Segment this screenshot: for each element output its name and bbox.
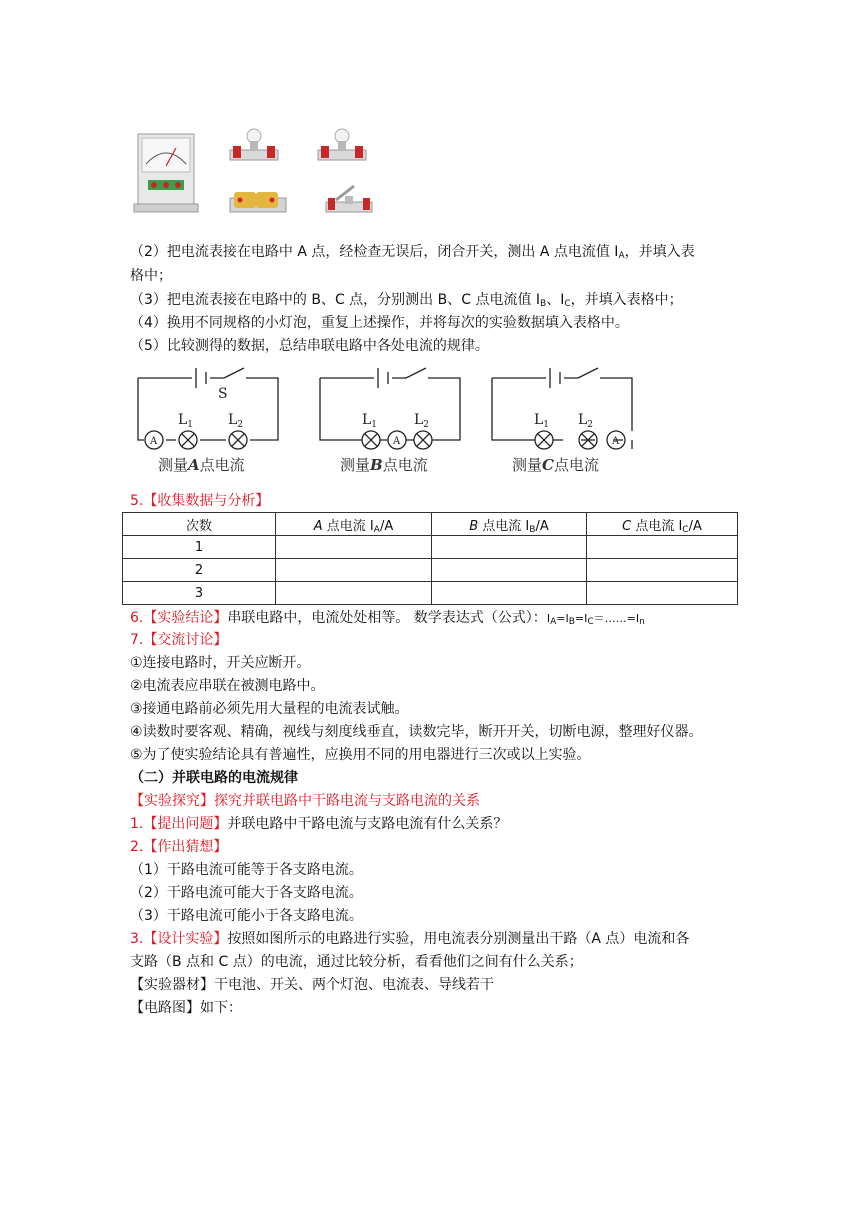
cell-a[interactable] <box>276 582 432 605</box>
table-row <box>123 582 738 605</box>
l1-label: $L_1$ <box>362 412 378 430</box>
row-number: 1 <box>123 536 276 559</box>
guess-item: （2）干路电流可能大于各支路电流。 <box>130 885 363 901</box>
header-c: C 点电流 $I_C/A$ <box>587 513 738 536</box>
bulb-photo <box>318 129 366 160</box>
switch-label: S <box>218 386 228 402</box>
cell-c[interactable] <box>587 559 738 582</box>
l2-label: $L_2$ <box>228 412 244 430</box>
discussion-item: ②电流表应串联在被测电路中。 <box>130 678 325 694</box>
caption-c: 测量C点电流 <box>512 456 599 474</box>
ammeter-label: A <box>150 436 158 447</box>
bulb-photo <box>230 129 278 160</box>
battery-photo <box>230 192 286 212</box>
cell-c[interactable] <box>587 582 738 605</box>
l2-label: $L_2$ <box>578 412 594 430</box>
cell-a[interactable] <box>276 559 432 582</box>
discussion-item: ④读数时要客观、精确，视线与刻度线垂直，读数完毕，断开开关，切断电源，整理好仪器。 <box>130 724 703 740</box>
part-2-heading: （二）并联电路的电流规律 <box>130 770 298 786</box>
discussion-item: ③接通电路前必须先用大量程的电流表试触。 <box>130 701 409 717</box>
step-4: （4）换用不同规格的小灯泡，重复上述操作，并将每次的实验数据填入表格中。 <box>130 315 629 331</box>
switch-photo <box>326 186 372 212</box>
discussion-item: ⑤为了使实验结论具有普遍性，应换用不同的用电器进行三次或以上实验。 <box>130 747 591 763</box>
design-line-2: 支路（B 点和 C 点）的电流，通过比较分析，看看他们之间有什么关系； <box>130 954 583 970</box>
caption-b: 测量B点电流 <box>340 456 428 474</box>
step-2-line-1: （2）把电流表接在电路中 A 点，经检查无误后，闭合开关，测出 A 点电流值 $I_A$，并填入表 <box>130 244 695 261</box>
ammeter-label: A <box>393 436 401 447</box>
l1-label: $L_1$ <box>178 412 194 430</box>
cell-a[interactable] <box>276 536 432 559</box>
section-6-conclusion: 6.【实验结论】串联电路中，电流处处相等。 数学表达式（公式）：$I_A=I_B=I_C=\dots\dots=I_n$ <box>130 610 645 627</box>
circuit-diagram-line: 【电路图】如下： <box>130 1000 242 1016</box>
caption-a: 测量A点电流 <box>158 456 245 474</box>
table-row <box>123 559 738 582</box>
header-a: A 点电流 $I_A/A$ <box>276 513 432 536</box>
table-header-row <box>123 513 738 536</box>
guess-heading: 2.【作出猜想】 <box>130 839 228 855</box>
series-circuit-diagrams <box>130 362 650 478</box>
section-5-heading: 5.【收集数据与分析】 <box>130 493 270 509</box>
apparatus-photos <box>130 128 390 220</box>
guess-item: （3）干路电流可能小于各支路电流。 <box>130 908 363 924</box>
discussion-item: ①连接电路时，开关应断开。 <box>130 655 311 671</box>
data-table <box>122 512 738 605</box>
header-b: B 点电流 $I_B/A$ <box>432 513 587 536</box>
step-2-line-2: 格中； <box>130 268 172 284</box>
cell-b[interactable] <box>432 559 587 582</box>
ammeter-photo <box>134 134 198 212</box>
cell-b[interactable] <box>432 536 587 559</box>
table-row <box>123 536 738 559</box>
materials-line: 【实验器材】干电池、开关、两个灯泡、电流表、导线若干 <box>130 977 494 993</box>
cell-c[interactable] <box>587 536 738 559</box>
step-3: （3）把电流表接在电路中的 B、C 点，分别测出 B、C 点电流值 $I_B$、$I_C$，并填入表格中； <box>130 292 683 309</box>
l2-label: $L_2$ <box>414 412 430 430</box>
guess-item: （1）干路电流可能等于各支路电流。 <box>130 862 363 878</box>
row-number: 3 <box>123 582 276 605</box>
question-line: 1.【提出问题】并联电路中干路电流与支路电流有什么关系？ <box>130 816 508 832</box>
ammeter-label: A <box>612 436 620 447</box>
experiment-explore: 【实验探究】探究并联电路中干路电流与支路电流的关系 <box>130 793 480 809</box>
design-line-1: 3.【设计实验】按照如图所示的电路进行实验，用电流表分别测量出干路（A 点）电流和各 <box>130 931 690 947</box>
step-5: （5）比较测得的数据，总结串联电路中各处电流的规律。 <box>130 338 489 354</box>
cell-b[interactable] <box>432 582 587 605</box>
section-7-heading: 7.【交流讨论】 <box>130 632 228 648</box>
row-number: 2 <box>123 559 276 582</box>
l1-label: $L_1$ <box>534 412 550 430</box>
header-count: 次数 <box>123 513 276 536</box>
